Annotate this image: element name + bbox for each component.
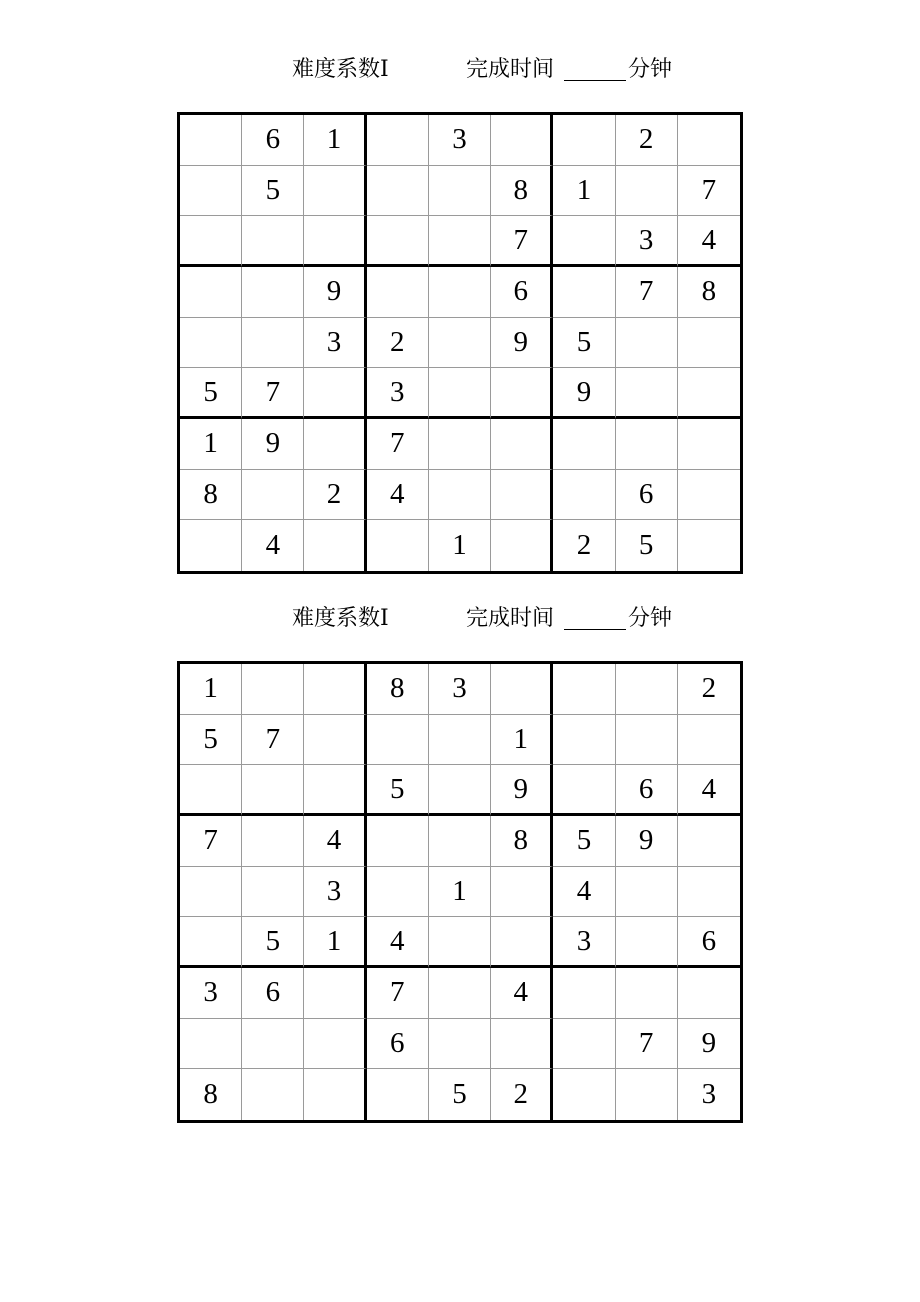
sudoku-cell[interactable]: 3 [701,1078,717,1111]
difficulty-label: 难度系数Ⅰ [292,57,389,82]
sudoku-cell[interactable] [180,166,242,217]
sudoku-cell[interactable] [616,664,678,715]
sudoku-cell[interactable] [553,267,615,318]
sudoku-cell[interactable] [304,520,366,571]
difficulty-label: 难度系数Ⅰ [292,606,389,631]
sudoku-cell[interactable]: 7 [367,968,429,1019]
sudoku-cell[interactable] [491,368,553,419]
sudoku-cell[interactable] [491,664,553,715]
sudoku-cell[interactable]: 7 [367,419,429,470]
sudoku-cell[interactable] [304,419,366,470]
sudoku-cell[interactable]: 7 [242,368,304,419]
completion-time-blank[interactable] [564,80,626,81]
sudoku-cell[interactable] [678,470,740,521]
sudoku-cell[interactable] [678,867,740,918]
sudoku-cell[interactable] [616,419,678,470]
sudoku-cell[interactable] [553,664,615,715]
sudoku-cell[interactable]: 5 [367,765,429,816]
sudoku-cell[interactable] [304,368,366,419]
sudoku-cell[interactable]: 3 [553,917,615,968]
puzzle-1-header [0,50,920,90]
sudoku-cell[interactable] [304,1069,366,1120]
sudoku-cell[interactable] [491,1019,553,1070]
sudoku-cell[interactable]: 8 [678,267,740,318]
sudoku-cell[interactable] [429,715,491,766]
sudoku-cell[interactable] [429,166,491,217]
sudoku-cell[interactable]: 6 [242,115,304,166]
sudoku-cell[interactable] [367,1069,429,1120]
sudoku-cell[interactable] [242,318,304,369]
sudoku-cell[interactable]: 6 [367,1019,429,1070]
sudoku-cell[interactable] [242,664,304,715]
sudoku-cell[interactable]: 2 [553,520,615,571]
sudoku-cell[interactable]: 1 [180,419,242,470]
sudoku-cell[interactable] [616,1069,678,1120]
sudoku-cell[interactable] [304,166,366,217]
sudoku-cell[interactable] [242,470,304,521]
sudoku-cell[interactable] [429,419,491,470]
sudoku-cell[interactable]: 6 [616,470,678,521]
sudoku-cell[interactable]: 9 [491,318,553,369]
sudoku-cell[interactable]: 3 [304,318,366,369]
sudoku-cell[interactable]: 2 [616,115,678,166]
sudoku-cell[interactable] [678,715,740,766]
sudoku-cell[interactable]: 9 [304,267,366,318]
sudoku-cell[interactable] [678,368,740,419]
sudoku-cell[interactable] [491,470,553,521]
sudoku-cell[interactable] [616,166,678,217]
sudoku-cell[interactable]: 6 [491,267,553,318]
sudoku-cell[interactable] [304,1019,366,1070]
sudoku-cell[interactable]: 7 [491,216,553,267]
completion-time-blank[interactable] [564,629,626,630]
sudoku-cell[interactable] [304,715,366,766]
sudoku-cell[interactable] [678,318,740,369]
sudoku-cell[interactable]: 4 [367,470,429,521]
sudoku-cell[interactable]: 4 [678,765,740,816]
sudoku-cell[interactable] [678,816,740,867]
sudoku-cell[interactable] [304,664,366,715]
completion-time-label: 完成时间 [466,606,555,631]
sudoku-cell[interactable] [367,520,429,571]
sudoku-cell[interactable]: 5 [242,166,304,217]
sudoku-cell[interactable]: 5 [429,1069,491,1120]
sudoku-cell[interactable]: 9 [553,368,615,419]
sudoku-cell[interactable] [367,166,429,217]
sudoku-cell[interactable]: 8 [491,816,553,867]
sudoku-cell[interactable] [180,318,242,369]
sudoku-cell[interactable] [491,520,553,571]
sudoku-cell[interactable] [180,115,242,166]
sudoku-cell[interactable]: 4 [304,816,366,867]
sudoku-cell[interactable] [242,267,304,318]
sudoku-cell[interactable] [242,765,304,816]
sudoku-cell[interactable] [367,115,429,166]
sudoku-cell[interactable]: 2 [491,1069,553,1120]
sudoku-cell[interactable] [491,917,553,968]
sudoku-cell[interactable]: 9 [242,419,304,470]
sudoku-cell[interactable]: 1 [553,166,615,217]
sudoku-cell[interactable]: 7 [616,1019,678,1070]
sudoku-cell[interactable]: 1 [491,715,553,766]
sudoku-cell[interactable] [429,368,491,419]
sudoku-cell[interactable]: 7 [180,816,242,867]
sudoku-cell[interactable]: 4 [678,216,740,267]
sudoku-cell[interactable]: 3 [429,664,491,715]
sudoku-cell[interactable]: 3 [616,216,678,267]
sudoku-cell[interactable] [616,318,678,369]
sudoku-cell[interactable]: 8 [180,1069,242,1120]
sudoku-cell[interactable]: 5 [553,318,615,369]
sudoku-cell[interactable]: 5 [616,520,678,571]
sudoku-cell[interactable]: 8 [367,664,429,715]
sudoku-cell[interactable] [678,520,740,571]
sudoku-cell[interactable] [180,1019,242,1070]
sudoku-grid-2 [177,661,743,1123]
puzzle-2-header [0,599,920,639]
sudoku-cell[interactable] [491,419,553,470]
sudoku-cell[interactable] [180,917,242,968]
sudoku-cell[interactable]: 2 [304,470,366,521]
sudoku-cell[interactable] [616,368,678,419]
sudoku-cell[interactable]: 9 [491,765,553,816]
sudoku-cell[interactable] [616,867,678,918]
sudoku-cell[interactable] [429,1019,491,1070]
sudoku-cell[interactable]: 3 [367,368,429,419]
sudoku-cell[interactable] [553,216,615,267]
sudoku-cell[interactable] [304,765,366,816]
sudoku-cell[interactable] [429,267,491,318]
sudoku-cell[interactable]: 5 [180,715,242,766]
sudoku-cell[interactable] [429,917,491,968]
sudoku-cell[interactable] [553,715,615,766]
minutes-label: 分钟 [628,57,673,82]
sudoku-cell[interactable]: 5 [553,816,615,867]
sudoku-cell[interactable] [553,968,615,1019]
minutes-label: 分钟 [628,606,673,631]
sudoku-cell[interactable] [180,216,242,267]
sudoku-cell[interactable] [616,715,678,766]
sudoku-cell[interactable] [678,419,740,470]
sudoku-cell[interactable]: 9 [678,1019,740,1070]
sudoku-cell[interactable] [242,1019,304,1070]
sudoku-cell[interactable]: 3 [429,115,491,166]
sudoku-cell[interactable]: 4 [367,917,429,968]
sudoku-cell[interactable]: 2 [367,318,429,369]
sudoku-cell[interactable] [367,216,429,267]
sudoku-cell[interactable] [616,968,678,1019]
sudoku-cell[interactable]: 9 [616,816,678,867]
sudoku-grid-1 [177,112,743,574]
sudoku-cell[interactable]: 1 [180,664,242,715]
sudoku-cell[interactable] [553,470,615,521]
sudoku-cell[interactable] [553,1019,615,1070]
sudoku-cell[interactable] [429,765,491,816]
sudoku-cell[interactable] [678,115,740,166]
sudoku-cell[interactable]: 7 [678,166,740,217]
sudoku-cell[interactable] [616,917,678,968]
sudoku-cell[interactable]: 4 [553,867,615,918]
sudoku-cell[interactable] [242,867,304,918]
sudoku-cell[interactable] [678,968,740,1019]
sudoku-cell[interactable] [367,816,429,867]
sudoku-cell[interactable] [553,115,615,166]
sudoku-cell[interactable] [553,419,615,470]
sudoku-cell[interactable] [367,867,429,918]
sudoku-cell[interactable]: 4 [491,968,553,1019]
sudoku-cell[interactable]: 8 [491,166,553,217]
sudoku-cell[interactable]: 3 [304,867,366,918]
sudoku-cell[interactable]: 1 [429,520,491,571]
sudoku-cell[interactable] [553,765,615,816]
sudoku-cell[interactable] [180,765,242,816]
sudoku-cell[interactable] [491,867,553,918]
sudoku-cell[interactable] [242,216,304,267]
sudoku-cell[interactable]: 1 [429,867,491,918]
completion-time-label: 完成时间 [466,57,555,82]
sudoku-cell[interactable] [304,216,366,267]
sudoku-cell[interactable]: 6 [616,765,678,816]
sudoku-cell[interactable]: 2 [678,664,740,715]
sudoku-cell[interactable] [429,968,491,1019]
sudoku-cell[interactable]: 4 [242,520,304,571]
sudoku-cell[interactable] [180,267,242,318]
sudoku-cell[interactable]: 1 [304,917,366,968]
sudoku-cell[interactable]: 3 [180,968,242,1019]
sudoku-cell[interactable]: 1 [304,115,366,166]
sudoku-cell[interactable] [367,715,429,766]
sudoku-cell[interactable] [242,1069,304,1120]
sudoku-cell[interactable]: 8 [180,470,242,521]
sudoku-cell[interactable] [242,816,304,867]
sudoku-cell[interactable] [180,520,242,571]
sudoku-cell[interactable]: 5 [180,368,242,419]
sudoku-cell[interactable] [304,968,366,1019]
sudoku-cell[interactable] [180,867,242,918]
sudoku-cell[interactable] [429,816,491,867]
sudoku-cell[interactable] [429,216,491,267]
sudoku-cell[interactable] [491,115,553,166]
sudoku-cell[interactable]: 6 [242,968,304,1019]
sudoku-cell[interactable]: 5 [242,917,304,968]
sudoku-cell[interactable] [429,470,491,521]
sudoku-cell[interactable]: 7 [616,267,678,318]
sudoku-cell[interactable] [429,318,491,369]
sudoku-cell[interactable] [367,267,429,318]
sudoku-cell[interactable] [553,1069,615,1120]
sudoku-cell[interactable]: 6 [678,917,740,968]
sudoku-cell[interactable]: 7 [242,715,304,766]
